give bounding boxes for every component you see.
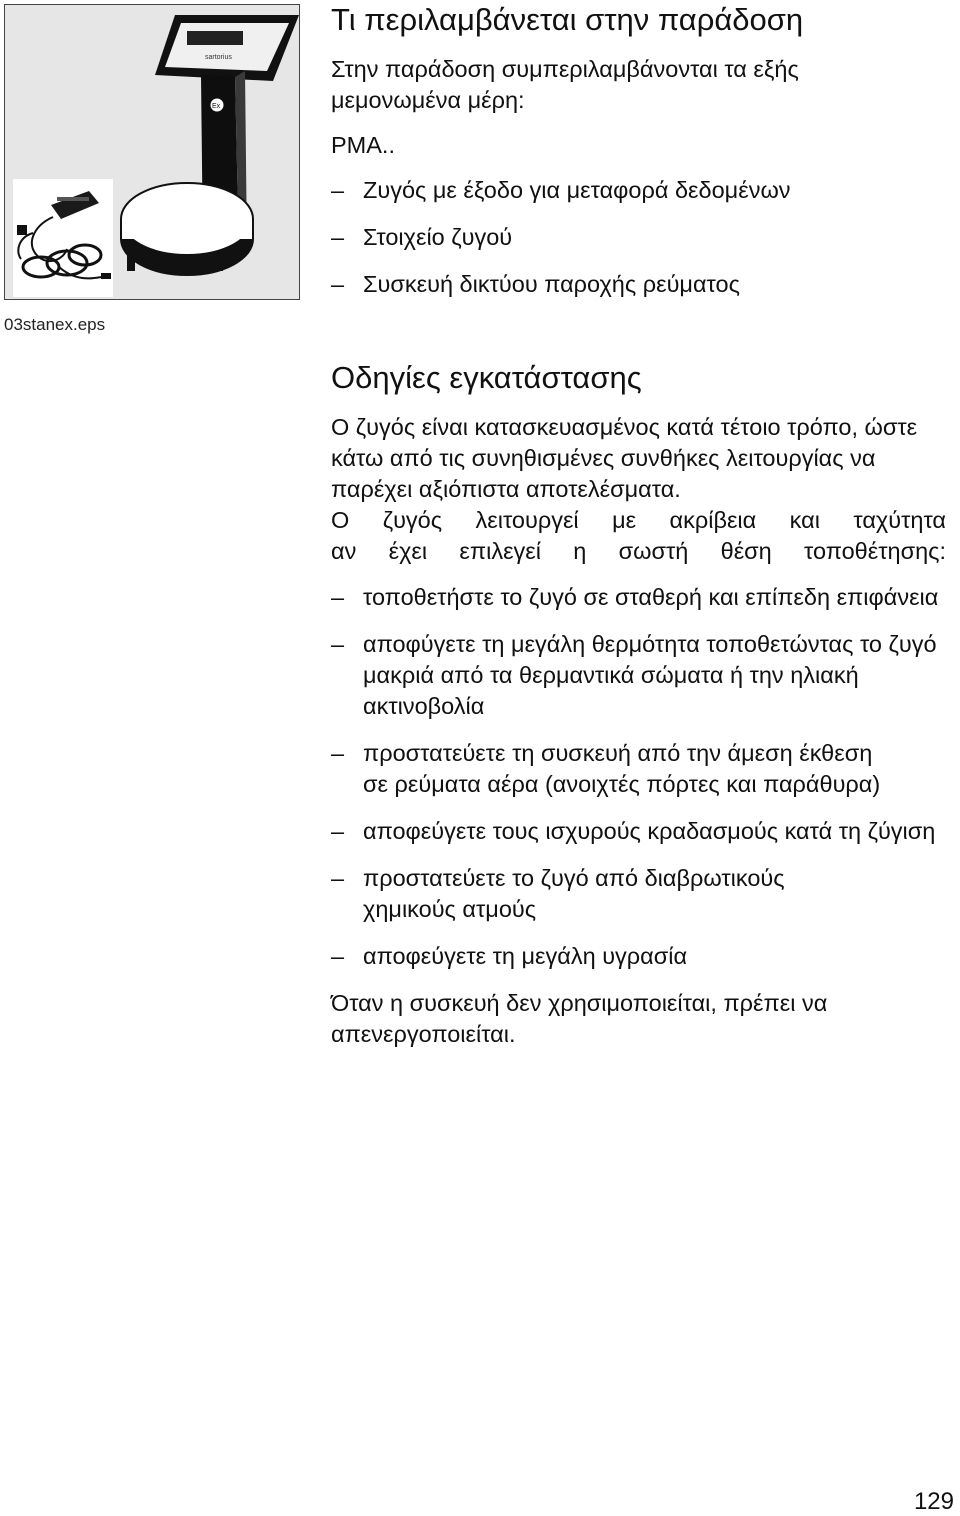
delivery-item: – Συσκευή δικτύου παροχής ρεύματος	[331, 269, 946, 300]
installation-paragraph: Ο ζυγός είναι κατασκευασμένος κατά τέτοιο τρόπο, ώστε κάτω από τις συνηθισμένες συνθήκες λειτουργίας να παρέχει αξιόπιστα αποτελέσματα.	[331, 414, 918, 502]
section-title-installation: Οδηγίες εγκατάστασης	[331, 360, 642, 395]
display-brand: sartorius	[205, 54, 232, 61]
power-supply-panel	[13, 179, 113, 297]
scale-and-adapter-drawing	[5, 5, 300, 300]
installation-item: – αποφεύγετε τη μεγάλη υγρασία	[331, 941, 946, 972]
installation-lead-line-1: Ο ζυγός λειτουργεί με ακρίβεια και ταχύτητα	[331, 507, 946, 533]
installation-item: – αποφεύγετε τους ισχυρούς κραδασμούς κατά τη ζύγιση	[331, 816, 946, 847]
installation-lead-line-2: αν έχει επιλεγεί η σωστή θέση τοποθέτησης:	[331, 538, 946, 564]
weighing-platform	[121, 183, 253, 275]
delivery-item: – Ζυγός με έξοδο για μεταφορά δεδομένων	[331, 175, 946, 206]
installation-item: – αποφύγετε τη μεγάλη θερμότητα τοποθετώντας το ζυγό μακριά από τα θερμαντικά σώματα ή την ηλιακή ακτινοβολία	[331, 629, 946, 722]
delivery-items	[331, 175, 946, 300]
model-designation: PMA..	[331, 132, 395, 158]
section-title-delivery: Τι περιλαμβάνεται στην παράδοση	[331, 2, 804, 37]
delivery-section	[331, 0, 946, 300]
figure-caption: 03stanex.eps	[4, 315, 106, 334]
installation-item: – προστατεύετε το ζυγό από διαβρωτικούς χημικούς ατμούς	[331, 863, 946, 925]
installation-item: – προστατεύετε τη συσκευή από την άμεση έκθεση σε ρεύματα αέρα (ανοιχτές πόρτες και παράθυρα)	[331, 738, 946, 800]
installation-item: – τοποθετήστε το ζυγό σε σταθερή και επίπεδη επιφάνεια	[331, 582, 946, 613]
delivery-intro: Στην παράδοση συμπεριλαμβάνονται τα εξής μεμονωμένα μέρη:	[331, 56, 799, 113]
installation-items	[331, 582, 946, 972]
ex-mark: Ex	[212, 103, 221, 110]
page-number: 129	[913, 1488, 954, 1515]
delivery-item: – Στοιχείο ζυγού	[331, 222, 946, 253]
installation-section	[331, 360, 946, 1050]
display-head	[155, 15, 299, 81]
product-illustration	[4, 4, 300, 300]
closing-note: Όταν η συσκευή δεν χρησιμοποιείται, πρέπει να απενεργοποιείται.	[331, 990, 828, 1047]
